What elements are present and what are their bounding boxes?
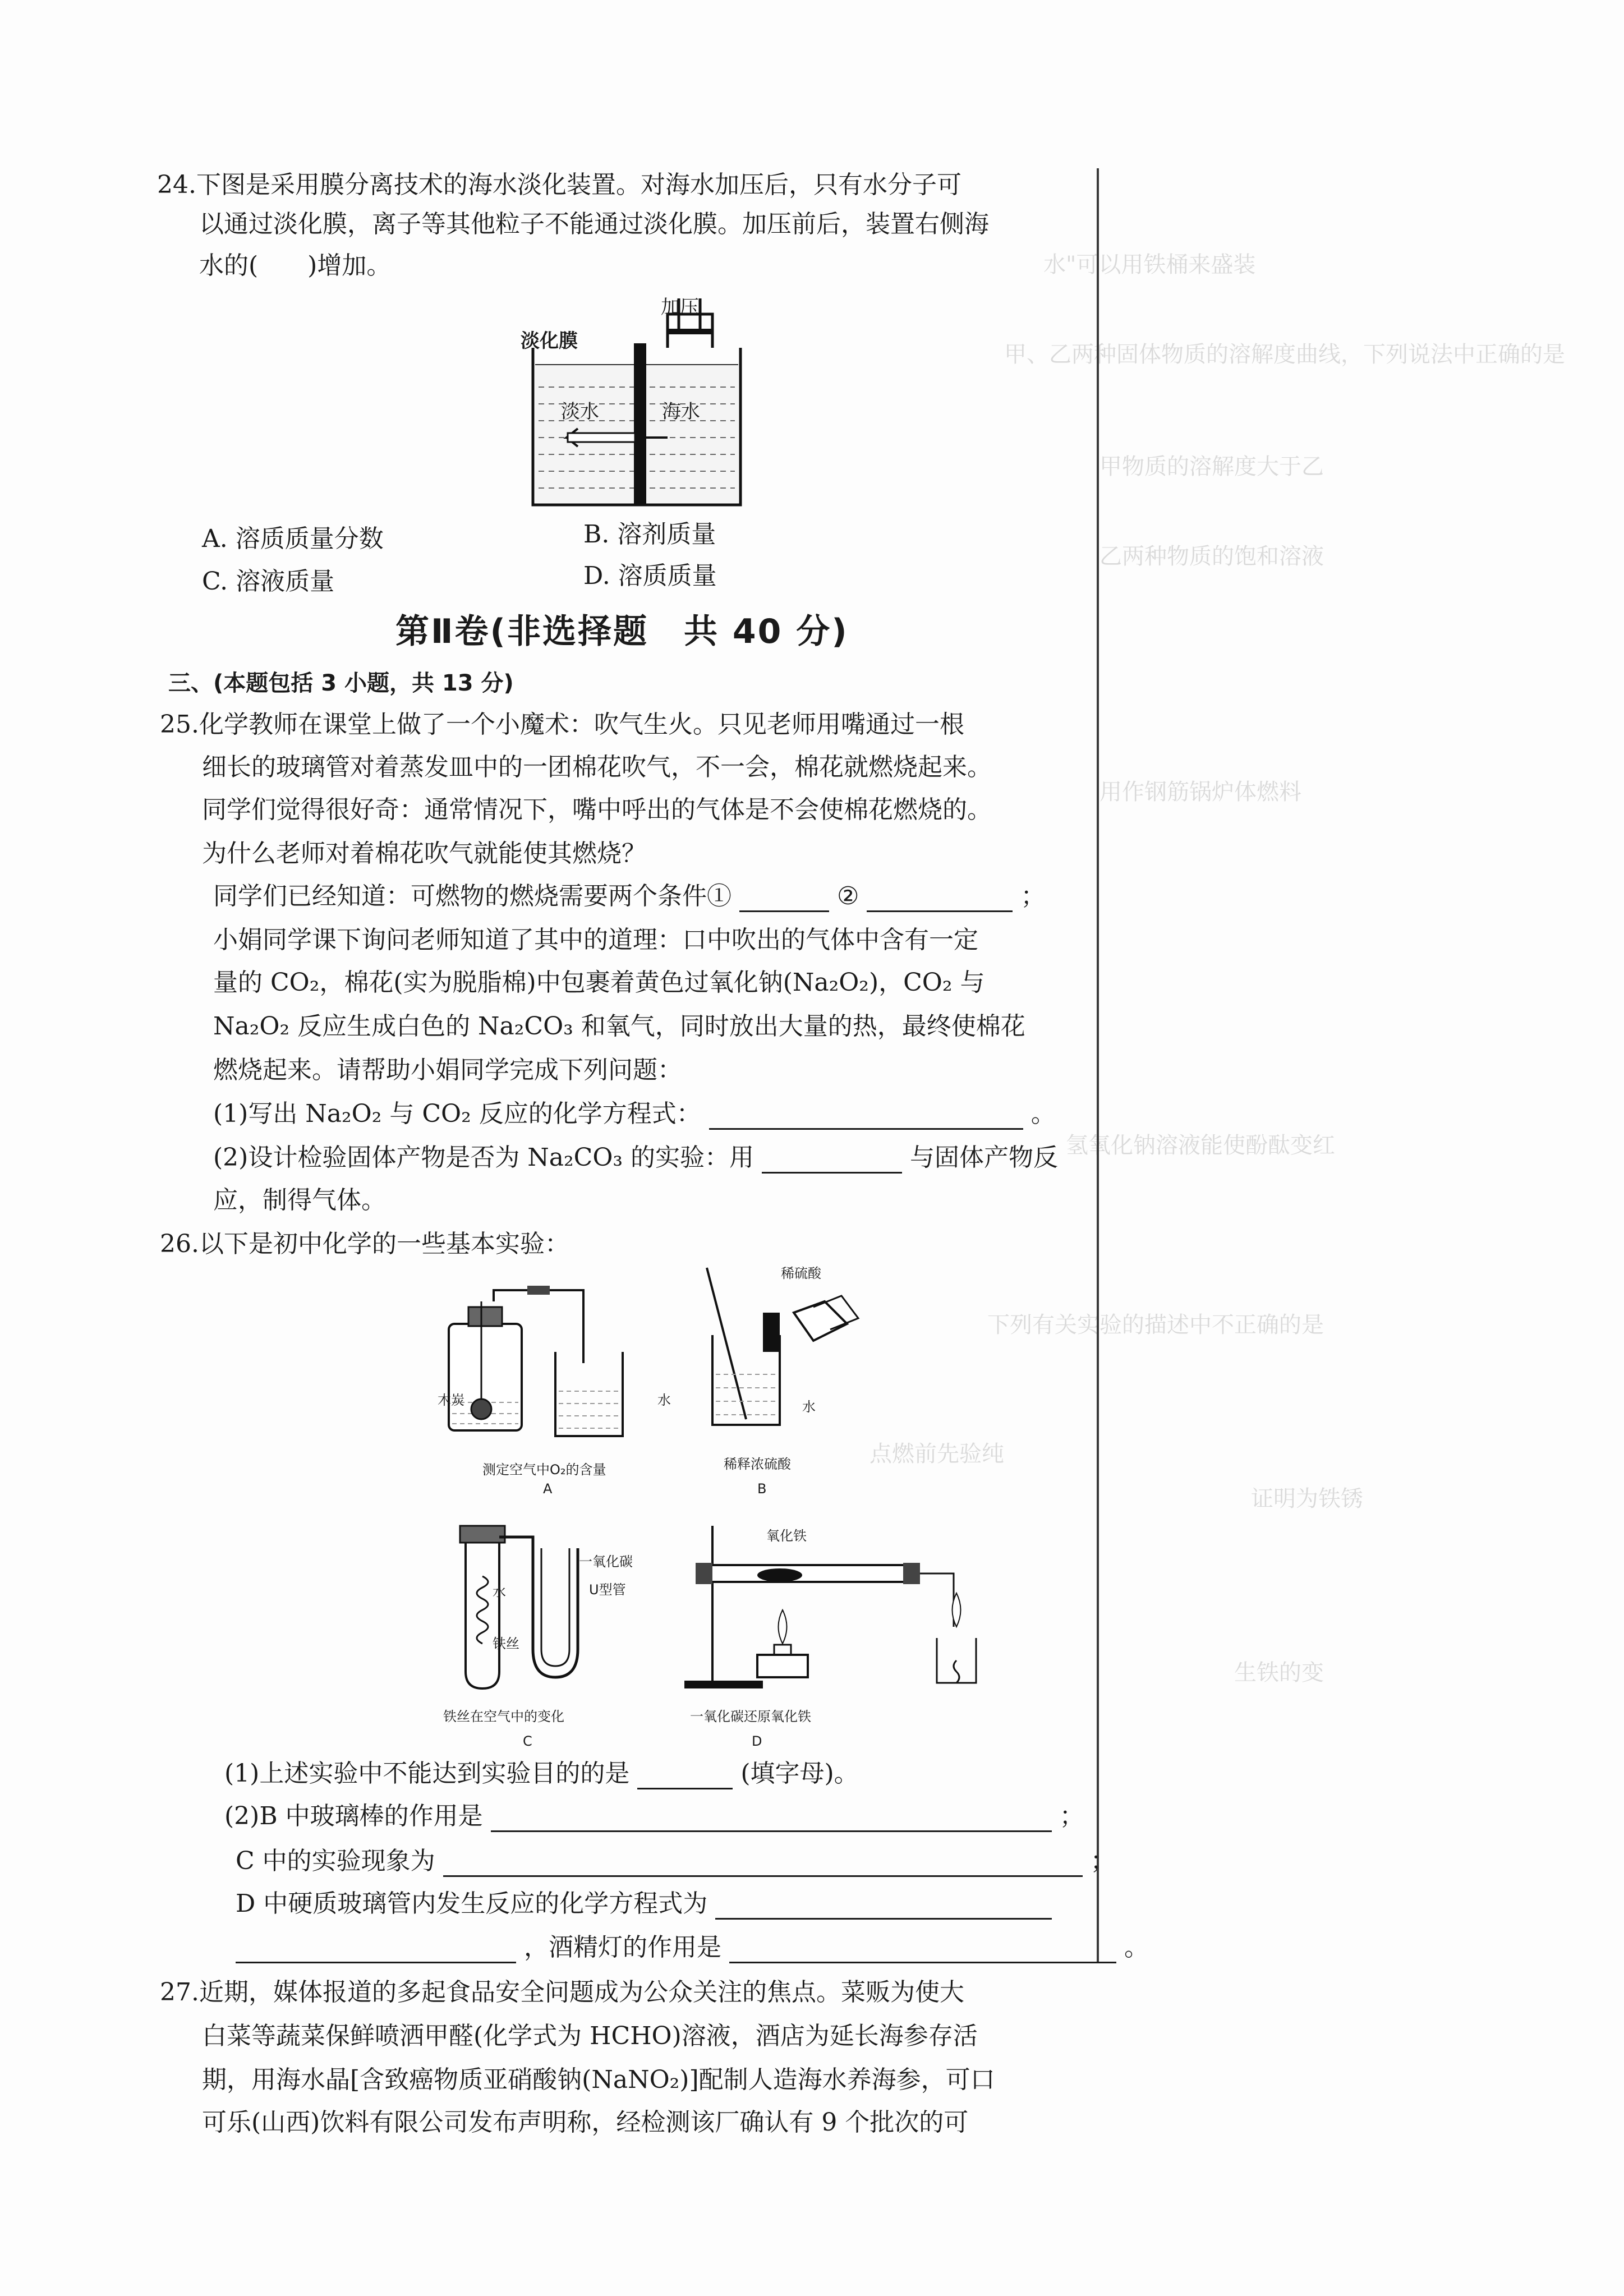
- q25-line: 为什么老师对着棉花吹气就能使其燃烧？: [202, 839, 646, 868]
- experiment-c-figure: [443, 1515, 611, 1705]
- q27-line: 期，用海水晶[含致癌物质亚硝酸钠(NaNO₂)]配制人造海水养海参，可口: [202, 2065, 995, 2094]
- q24-line: 以通过淡化膜，离子等其他粒子不能通过淡化膜。加压前后，装置右侧海: [199, 210, 989, 238]
- answer-blank-2[interactable]: [867, 886, 1013, 912]
- letter-d: D: [752, 1733, 762, 1749]
- answer-blank-lamp-role[interactable]: [729, 1937, 1116, 1963]
- label-water-a: 水: [657, 1392, 671, 1408]
- q24-option-c: C. 溶液质量: [202, 567, 335, 596]
- caption-experiment-c: 铁丝在空气中的变化: [443, 1709, 564, 1724]
- label-u-tube: U型管: [589, 1582, 626, 1598]
- q25-period: 。: [1030, 1099, 1056, 1128]
- q26-sub1-tail: (填字母)。: [740, 1759, 859, 1788]
- q25-line: 25.化学教师在课堂上做了一个小魔术：吹气生火。只见老师用嘴通过一根: [160, 710, 964, 739]
- answer-blank-phenomenon[interactable]: [443, 1851, 1083, 1877]
- q25-line: Na₂O₂ 反应生成白色的 Na₂CO₃ 和氧气，同时放出大量的热，最终使棉花: [213, 1012, 1025, 1041]
- answer-blank-letter[interactable]: [637, 1763, 733, 1789]
- q26-sub5-end: 。: [1124, 1933, 1149, 1962]
- answer-blank-1[interactable]: [739, 886, 829, 912]
- answer-blank-rod-role[interactable]: [491, 1806, 1052, 1832]
- q25-sub1-text: (1)写出 Na₂O₂ 与 CO₂ 反应的化学方程式：: [213, 1099, 701, 1128]
- section-three-header: 三、(本题包括 3 小题，共 13 分): [168, 670, 514, 696]
- bleed-text: 甲物质的溶解度大于乙: [1099, 454, 1324, 480]
- q26-sub3-text: C 中的实验现象为: [236, 1847, 435, 1875]
- label-water-c: 水: [493, 1584, 506, 1600]
- caption-experiment-d: 一氧化碳还原氧化铁: [690, 1709, 811, 1724]
- q26-sub3-end: ；: [1090, 1847, 1115, 1875]
- fig-label-press: 加压: [661, 296, 699, 319]
- q26-sub4-line: [236, 1888, 1052, 1920]
- fig-label-seawater: 海水: [662, 401, 700, 423]
- q26-sub1-text: (1)上述实验中不能达到实验目的的是: [224, 1759, 630, 1788]
- q25-line: 细长的玻璃管对着蒸发皿中的一团棉花吹气，不一会，棉花就燃烧起来。: [202, 753, 992, 781]
- caption-experiment-b: 稀释浓硫酸: [724, 1456, 791, 1472]
- q25-circle-2: ②: [837, 882, 859, 910]
- q25-sub2-line: [213, 1142, 1058, 1174]
- answer-blank-reaction[interactable]: [715, 1893, 1052, 1920]
- q26-sub5-line: [236, 1932, 1149, 1963]
- q26-sub2-text: (2)B 中玻璃棒的作用是: [224, 1802, 483, 1830]
- bleed-text: 用作钢筋锅炉体燃料: [1099, 779, 1301, 805]
- q25-line: 燃烧起来。请帮助小娟同学完成下列问题：: [213, 1056, 682, 1084]
- q25-line: 小娟同学课下询问老师知道了其中的道理：口中吹出的气体中含有一定: [213, 926, 978, 954]
- letter-c: C: [523, 1733, 532, 1749]
- q26-sub2-end: ；: [1059, 1802, 1084, 1830]
- answer-blank-reagent[interactable]: [762, 1147, 902, 1174]
- q26-line: 26.以下是初中化学的一些基本实验：: [160, 1230, 569, 1258]
- q24-option-b: B. 溶剂质量: [583, 520, 716, 549]
- letter-b: B: [757, 1481, 767, 1497]
- q25-conditions-text: 同学们已经知道：可燃物的燃烧需要两个条件①: [213, 882, 732, 910]
- label-carbon-monoxide: 一氧化碳: [579, 1554, 633, 1570]
- letter-a: A: [543, 1481, 553, 1497]
- bleed-text: 水"可以用铁桶来盛装: [1043, 252, 1256, 278]
- q26-sub3-line: [236, 1846, 1115, 1877]
- bleed-text: 点燃前先验纯: [869, 1441, 1004, 1467]
- q25-line: 应，制得气体。: [213, 1186, 386, 1214]
- bleed-text: 证明为铁锈: [1251, 1486, 1363, 1512]
- bleed-text: 甲、乙两种固体物质的溶解度曲线，下列说法中正确的是: [1004, 342, 1565, 367]
- fig-label-membrane: 淡化膜: [521, 330, 578, 352]
- q25-conditions-line: [213, 881, 1045, 912]
- q24-option-a: A. 溶质质量分数: [202, 524, 384, 553]
- fold-line: [1097, 168, 1099, 1963]
- q26-sub4-text: D 中硬质玻璃管内发生反应的化学方程式为: [236, 1889, 708, 1918]
- q25-sub2-tail: 与固体产物反: [910, 1143, 1059, 1172]
- label-water-b: 水: [802, 1399, 816, 1415]
- fig-label-freshwater: 淡水: [561, 401, 599, 423]
- caption-experiment-a: 测定空气中O₂的含量: [482, 1462, 606, 1478]
- q26-sub5-text: ，酒精灯的作用是: [524, 1933, 721, 1962]
- bleed-text: 下列有关实验的描述中不正确的是: [987, 1312, 1324, 1338]
- q27-line: 白菜等蔬菜保鲜喷洒甲醛(化学式为 HCHO)溶液，酒店为延长海参存活: [202, 2022, 978, 2050]
- q25-line: 量的 CO₂，棉花(实为脱脂棉)中包裹着黄色过氧化钠(Na₂O₂)，CO₂ 与: [213, 968, 985, 997]
- q26-sub1-line: [224, 1758, 859, 1789]
- q24-line: 水的( )增加。: [199, 251, 392, 280]
- bleed-text: 乙两种物质的饱和溶液: [1099, 544, 1324, 569]
- q24-line: 24.下图是采用膜分离技术的海水淡化装置。对海水加压后，只有水分子可: [157, 171, 961, 199]
- label-charcoal: 木炭: [438, 1392, 464, 1408]
- q27-line: 27.近期，媒体报道的多起食品安全问题成为公众关注的焦点。菜贩为使大: [160, 1978, 964, 2007]
- experiment-d-figure: [673, 1515, 987, 1705]
- q25-sub1-line: [213, 1098, 1056, 1130]
- label-dilute-acid: 稀硫酸: [781, 1266, 821, 1281]
- bleed-text: 氢氧化钠溶液能使酚酞变红: [1066, 1133, 1335, 1158]
- answer-blank-equation[interactable]: [709, 1103, 1023, 1130]
- q27-line: 可乐(山西)饮料有限公司发布声明称，经检测该厂确认有 9 个批次的可: [202, 2108, 969, 2137]
- experiment-b-figure: [696, 1257, 909, 1447]
- q24-option-d: D. 溶质质量: [583, 562, 717, 590]
- answer-blank-reaction-cont[interactable]: [236, 1937, 516, 1963]
- q25-line: 同学们觉得很好奇：通常情况下，嘴中呼出的气体是不会使棉花燃烧的。: [202, 795, 992, 824]
- experiment-a-figure: [415, 1279, 673, 1447]
- q25-sub2-text: (2)设计检验固体产物是否为 Na₂CO₃ 的实验：用: [213, 1143, 755, 1172]
- bleed-text: 生铁的变: [1234, 1660, 1324, 1686]
- label-iron-oxide: 氧化铁: [766, 1528, 807, 1544]
- label-iron-wire: 铁丝: [493, 1636, 519, 1651]
- part-ii-title: 第Ⅱ卷(非选择题 共 40 分): [395, 612, 849, 651]
- q25-semicolon: ；: [1020, 882, 1046, 910]
- q26-sub2-line: [224, 1801, 1084, 1832]
